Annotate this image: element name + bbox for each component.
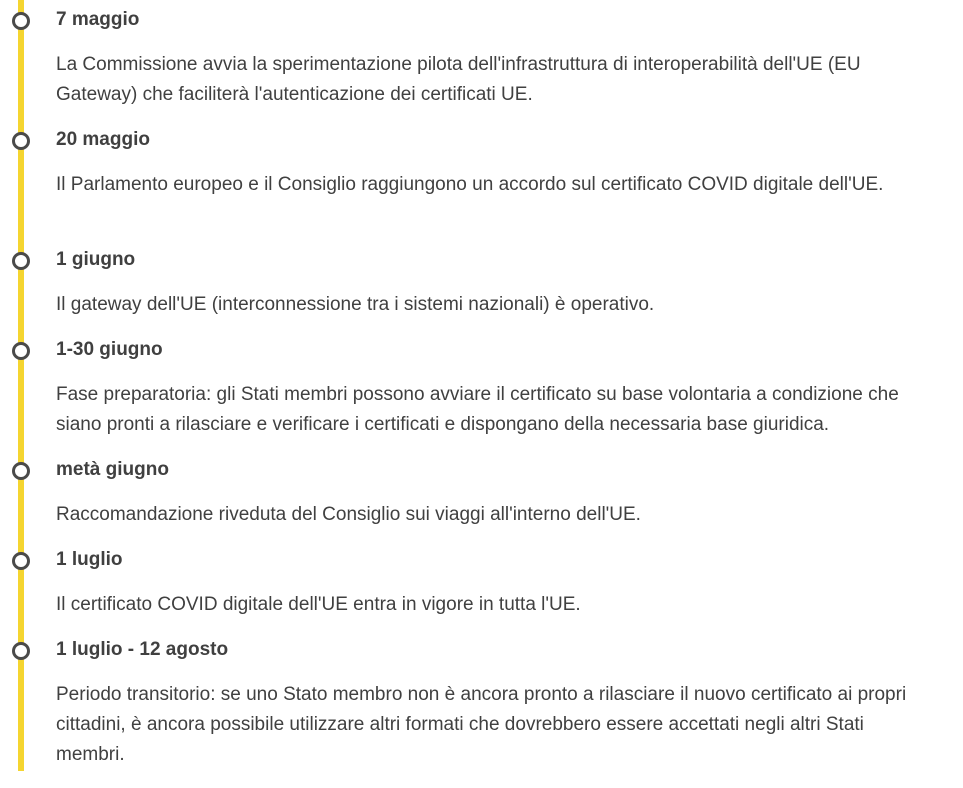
event-description: La Commissione avvia la sperimentazione pilota dell'infrastruttura di interoperabilità dell'UE (EU Gateway) che faciliterà l'autenticazione dei certificati UE. — [56, 54, 861, 105]
timeline-marker-icon — [12, 12, 30, 30]
event-description: Il certificato COVID digitale dell'UE entra in vigore in tutta l'UE. — [56, 594, 581, 615]
event-description: Raccomandazione riveduta del Consiglio sui viaggi all'interno dell'UE. — [56, 504, 641, 525]
timeline-marker-icon — [12, 342, 30, 360]
timeline-marker-icon — [12, 462, 30, 480]
timeline-marker-icon — [12, 552, 30, 570]
event-description: Il Parlamento europeo e il Consiglio raggiungono un accordo sul certificato COVID digitale dell'UE. — [56, 174, 884, 195]
timeline-marker-icon — [12, 252, 30, 270]
event-date: 20 maggio — [56, 129, 150, 150]
event-description: Il gateway dell'UE (interconnessione tra i sistemi nazionali) è operativo. — [56, 294, 655, 315]
event-date: 1 luglio — [56, 549, 123, 570]
event-description: Periodo transitorio: se uno Stato membro non è ancora pronto a rilasciare il nuovo certificato ai propri cittadini, è ancora possibile utilizzare altri formati che dovrebbero essere accettati negli altri Stati membri. — [56, 684, 907, 765]
event-date: 1-30 giugno — [56, 339, 163, 360]
timeline-marker-icon — [12, 132, 30, 150]
event-date: metà giugno — [56, 459, 169, 480]
timeline-marker-icon — [12, 642, 30, 660]
event-date: 7 maggio — [56, 9, 140, 30]
event-description: Fase preparatoria: gli Stati membri possono avviare il certificato su base volontaria a condizione che siano pronti a rilasciare e verificare i certificati e dispongano della necessaria base giuridica. — [56, 384, 899, 435]
event-date: 1 luglio - 12 agosto — [56, 639, 229, 660]
event-date: 1 giugno — [56, 249, 136, 270]
